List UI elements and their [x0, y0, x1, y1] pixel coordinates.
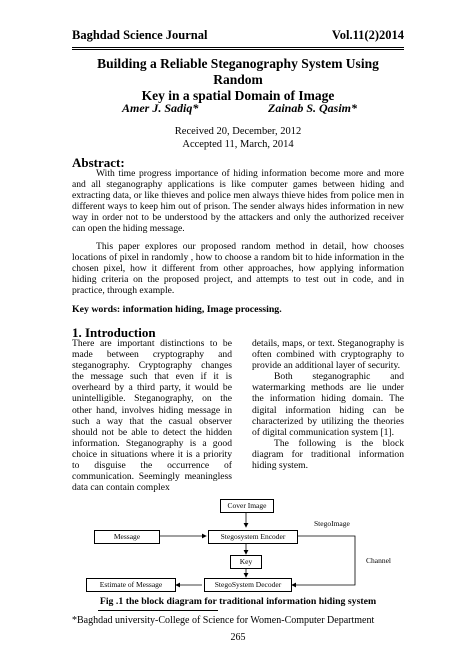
abstract-body [72, 168, 404, 302]
abstract-heading: Abstract: [72, 155, 125, 170]
affiliation-footnote: *Baghdad university-College of Science for Women-Computer Department [72, 615, 375, 626]
message-box: Message [94, 530, 160, 544]
abstract-paragraph-1: With time progress importance of hiding information become more and more and all steganography applications is like computer games between hiding and extracting data, or like thieves and police men always thieve hides from police men in different ways to keep him out of prison. The sender always hides information in new way in order not to be understood by the attackers and only the authorized receiver can open the hiding message. [72, 168, 404, 235]
cover-image-box: Cover Image [220, 499, 274, 513]
introduction-heading: 1. Introduction [72, 325, 156, 340]
footnote-rule [98, 610, 218, 611]
abstract-paragraph-2: This paper explores our proposed random method in detail, how chooses locations of pixel in randomly , how to choose a random bit to hide information in the chosen pixel, how it different from other approaches, how applying information hiding criteria on the proposed project, and attempts to test out in code, and in practice, through example. [72, 240, 404, 296]
figure-caption: Fig .1 the block diagram for traditional information hiding system [99, 596, 377, 607]
accepted-date: Accepted 11, March, 2014 [182, 139, 294, 150]
intro-right-column [252, 338, 404, 471]
received-date: Received 20, December, 2012 [174, 126, 302, 137]
title-line-1: Building a Reliable Steganography System Using Random [97, 56, 379, 87]
stegosystem-decoder-box: StegoSystem Decoder [204, 578, 292, 592]
publication-dates [72, 125, 404, 151]
author-1: Amer J. Sadiq* [122, 101, 199, 115]
stegosystem-encoder-box: Stegosystem Encoder [208, 530, 298, 544]
header-rule-second [72, 49, 404, 50]
intro-left-column [72, 338, 232, 493]
running-header [72, 28, 404, 46]
title-line-2: Key in a spatial Domain of Image [141, 88, 335, 103]
intro-left-paragraph: There are important distinctions to be made between cryptography and steganography. Cryptography changes the message such that even if it is overheard by a third party, it would be unintelligible. Steganography, on the other hand, involves hiding message in such a way that the casual observer should not be able to detect the hidden information. Steganography is a good choice in situations where it is a priority to disguise the occurrence of communication. Seemingly meaningless data can contain complex [72, 338, 232, 494]
estimate-of-message-box: Estimate of Message [86, 578, 176, 592]
arrow-channel-path [292, 536, 355, 585]
block-diagram [72, 497, 404, 592]
paper-title [72, 56, 404, 104]
intro-right-paragraph-3: The following is the block diagram for traditional information hiding system. [252, 437, 404, 472]
page-number: 265 [230, 632, 246, 643]
intro-right-paragraph-2: Both steganographic and watermarking methods are lie under the information hiding domain. The digital information hiding can be characterized by utilizing the theories of digital communication system [1]. [252, 371, 404, 438]
author-2: Zainab S. Qasim* [268, 101, 358, 115]
journal-volume: Vol.11(2)2014 [331, 28, 404, 42]
channel-label: Channel [366, 556, 391, 565]
header-rule [72, 47, 404, 48]
stegoimage-label: StegoImage [314, 519, 350, 528]
key-box: Key [230, 555, 262, 569]
journal-name: Baghdad Science Journal [72, 28, 208, 42]
keywords: Key words: information hiding, Image processing. [72, 304, 282, 315]
intro-right-paragraph-1: details, maps, or text. Steganography is often combined with cryptography to provide an additional layer of security. [252, 338, 404, 372]
